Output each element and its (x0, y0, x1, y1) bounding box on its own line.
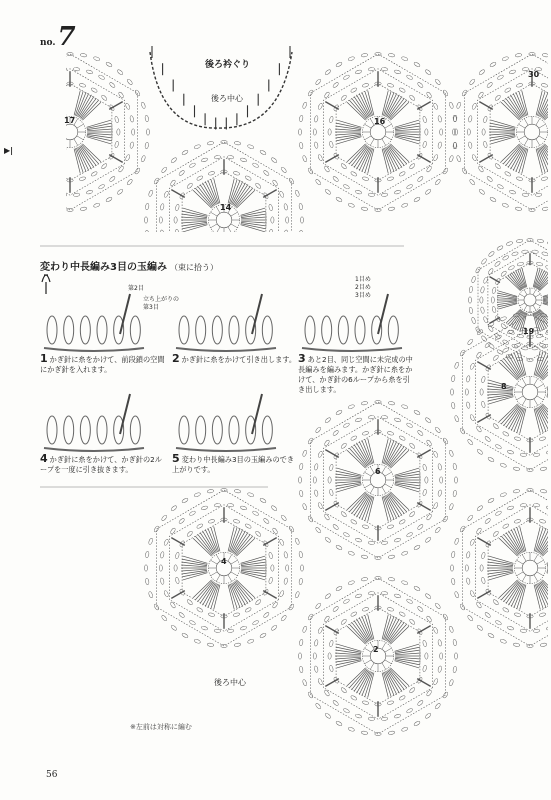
step-3-text: あと2目、同じ空間に未完成の中長編みを編みます。かぎ針に糸をかけて、かぎ針の6ループから糸を引き出します。 (298, 355, 413, 394)
step-2-text: かぎ針に糸をかけて引き出します。 (181, 355, 297, 364)
motif-2 (298, 576, 457, 735)
round-3-chain-label (143, 296, 179, 312)
motif-number-4: 4 (221, 557, 227, 566)
motif-4 (144, 488, 303, 647)
motif-number-17: 17 (64, 116, 76, 125)
step-5-text: 変わり中長編み3目の玉編みのでき上がりです。 (172, 455, 295, 474)
motif-number-30: 30 (528, 70, 540, 79)
step-2-illustration (176, 294, 276, 351)
step-2-number: 2 (172, 352, 180, 365)
motif-19 (450, 488, 551, 647)
motif-edge (468, 238, 551, 361)
motif-number-14: 14 (220, 203, 232, 212)
step-5-number: 5 (172, 452, 180, 465)
step-4-illustration (44, 394, 144, 451)
motif-number-8: 8 (501, 382, 507, 391)
tutorial-title (40, 258, 218, 273)
round-2-label-b: 2目め (355, 284, 371, 291)
step-1 (40, 354, 165, 375)
page-number: 56 (46, 770, 58, 780)
symmetry-caption: ※左前は対称に編む (130, 723, 192, 731)
step-4-text: かぎ針に糸をかけて、かぎ針の2ループを一度に引き抜きます。 (40, 455, 162, 474)
step-1-illustration (44, 294, 144, 351)
step-3-number: 3 (298, 352, 306, 365)
pattern-number-prefix: no. (40, 38, 56, 48)
step-3-illustration (302, 294, 402, 351)
back-neckline-label: 後ろ衿ぐり (205, 60, 251, 70)
motif-number-19: 19 (523, 327, 535, 336)
motif-17 (0, 52, 150, 211)
round-1-label: 1目め (355, 276, 371, 283)
step-5 (172, 454, 297, 475)
round-2-label: 第2目 (128, 285, 144, 292)
round-annotations (355, 276, 371, 300)
pattern-number-value: 7 (57, 22, 76, 52)
motif-16 (298, 52, 457, 211)
round-3-chain-line1: 立ち上がりの (143, 296, 180, 303)
step-1-text: かぎ針に糸をかけて、前段鎖の空間にかぎ針を入れます。 (40, 355, 165, 374)
motif-14 (144, 140, 303, 299)
round-3-label: 3目め (355, 292, 371, 299)
step-3 (298, 354, 416, 395)
back-center-label-top: 後ろ中心 (211, 94, 243, 103)
motif-number-6: 6 (375, 467, 381, 476)
step-4 (40, 454, 165, 475)
motif-number-16: 16 (374, 117, 386, 126)
back-center-label-bottom: 後ろ中心 (214, 678, 246, 687)
pattern-number (40, 22, 76, 52)
motif-number-2: 2 (373, 645, 379, 654)
side-mark: ▶| (4, 146, 14, 155)
tutorial-title-main: 変わり中長編み3目の玉編み (40, 262, 167, 273)
step-4-number: 4 (40, 452, 48, 465)
step-2 (172, 354, 297, 365)
step-1-number: 1 (40, 352, 48, 365)
stitch-symbol-icon (42, 275, 50, 294)
motif-6 (298, 400, 457, 559)
motif-8 (450, 312, 551, 471)
round-3-chain-line2: 第3目 (143, 304, 159, 311)
step-5-illustration (176, 394, 276, 451)
tutorial-title-sub: （束に拾う） (169, 263, 218, 272)
